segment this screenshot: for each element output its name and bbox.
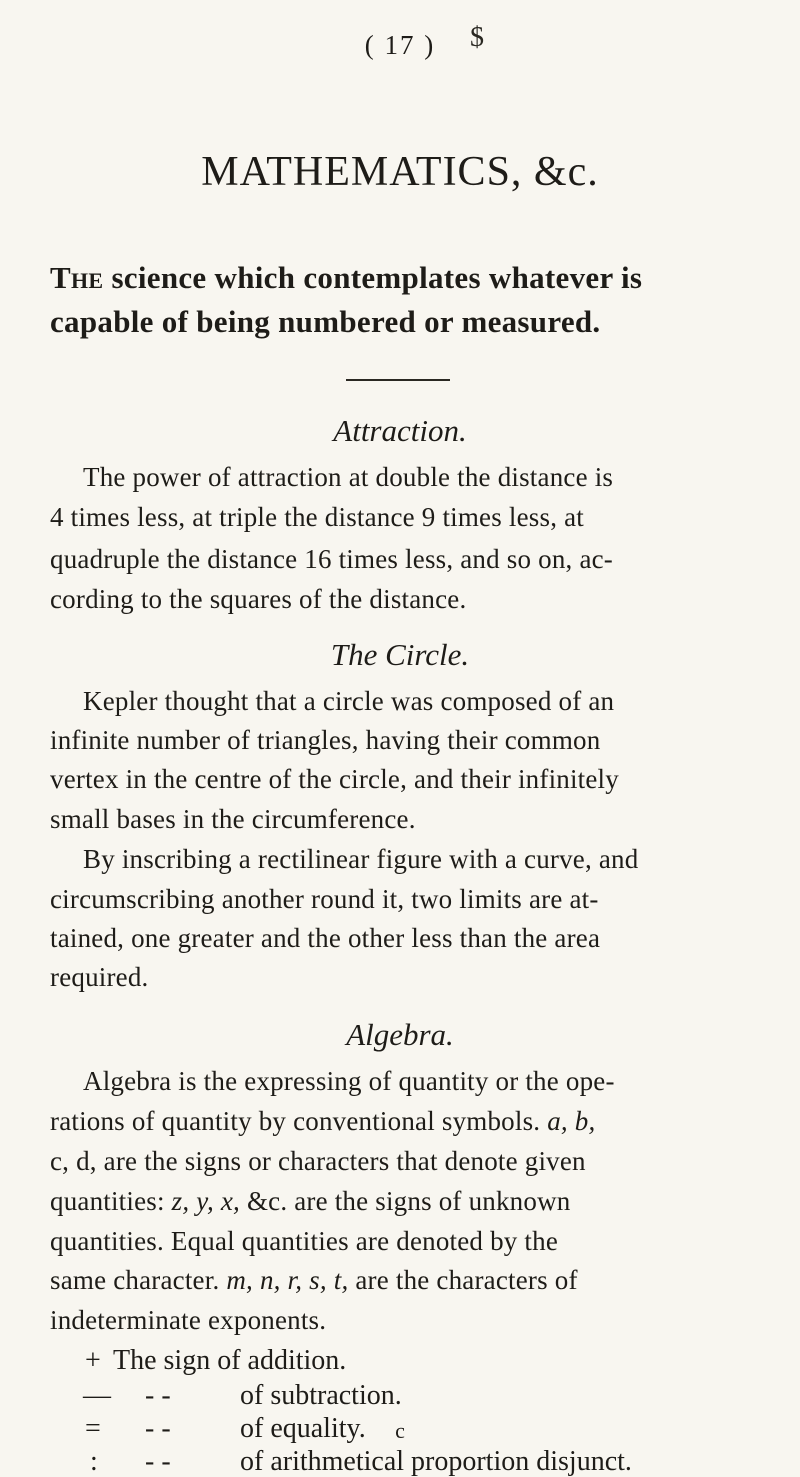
attraction-line-1: The power of attraction at double the distance is: [83, 462, 614, 492]
algebra-line-2: [50, 1108, 595, 1135]
circle-line-4: small bases in the circumference.: [50, 804, 416, 834]
circle-line-1: Kepler thought that a circle was composed of an: [83, 686, 615, 716]
sign-subtraction-dashes: - -: [145, 1380, 171, 1411]
algebra-line-6: [50, 1267, 578, 1294]
algebra-line-4-text: quantities:: [50, 1186, 165, 1216]
algebra-line-6-rest: are the characters of: [355, 1265, 578, 1295]
sign-subtraction-text: of subtraction.: [240, 1380, 402, 1411]
sign-proportion-text: of arithmetical proportion disjunct.: [240, 1446, 632, 1477]
sign-subtraction-symbol: —: [83, 1380, 111, 1411]
intro-line-2: capable of being numbered or measured.: [50, 304, 601, 339]
signature-mark: c: [395, 1418, 405, 1443]
intro-line-1-text: science which contemplates whatever is: [111, 260, 643, 295]
algebra-line-7: indeterminate exponents.: [50, 1305, 327, 1335]
sign-proportion-dashes: - -: [145, 1446, 171, 1477]
algebra-line-4: [50, 1188, 570, 1215]
circle-line-8: required.: [50, 962, 149, 992]
sign-equality-symbol: =: [85, 1413, 101, 1444]
circle-line-2: infinite number of triangles, having their common: [50, 725, 601, 755]
sign-equality-text: of equality.: [240, 1413, 366, 1444]
algebra-line-1: Algebra is the expressing of quantity or the ope-: [83, 1066, 615, 1096]
attraction-line-4: cording to the squares of the distance.: [50, 584, 467, 614]
page-title: MATHEMATICS, &c.: [201, 149, 599, 195]
algebra-exponent-variables: m, n, r, s, t,: [226, 1265, 349, 1295]
section-heading-attraction: Attraction.: [333, 413, 467, 448]
intro-line-1: [50, 262, 642, 293]
section-divider: [346, 379, 450, 381]
circle-line-7: tained, one greater and the other less than the area: [50, 923, 601, 953]
circle-line-5: By inscribing a rectilinear figure with a curve, and: [83, 844, 639, 874]
algebra-line-6-text: same character.: [50, 1265, 220, 1295]
algebra-line-4-rest: &c. are the signs of unknown: [246, 1186, 571, 1216]
circle-line-3: vertex in the centre of the circle, and their infinitely: [50, 764, 619, 794]
circle-line-6: circumscribing another round it, two limits are at-: [50, 884, 599, 914]
section-heading-algebra: Algebra.: [346, 1017, 454, 1052]
algebra-unknown-variables: z, y, x,: [171, 1186, 240, 1216]
algebra-line-2-text: rations of quantity by conventional symbols.: [50, 1106, 541, 1136]
page-number: ( 17 ): [364, 30, 436, 60]
attraction-line-3: quadruple the distance 16 times less, and so on, ac-: [50, 544, 614, 574]
sign-addition-symbol: +: [85, 1345, 101, 1376]
algebra-line-5: quantities. Equal quantities are denoted by the: [50, 1226, 559, 1256]
attraction-line-2: 4 times less, at triple the distance 9 times less, at: [50, 502, 584, 532]
algebra-line-3: c, d, are the signs or characters that denote given: [50, 1146, 586, 1176]
sign-proportion-symbol: :: [90, 1446, 98, 1477]
page-mark: $: [470, 22, 484, 53]
intro-first-word: The: [50, 260, 104, 295]
algebra-known-variables: a, b,: [547, 1106, 596, 1136]
sign-equality-dashes: - -: [145, 1413, 171, 1444]
sign-addition-text: The sign of addition.: [113, 1345, 347, 1376]
section-heading-circle: The Circle.: [330, 637, 470, 672]
